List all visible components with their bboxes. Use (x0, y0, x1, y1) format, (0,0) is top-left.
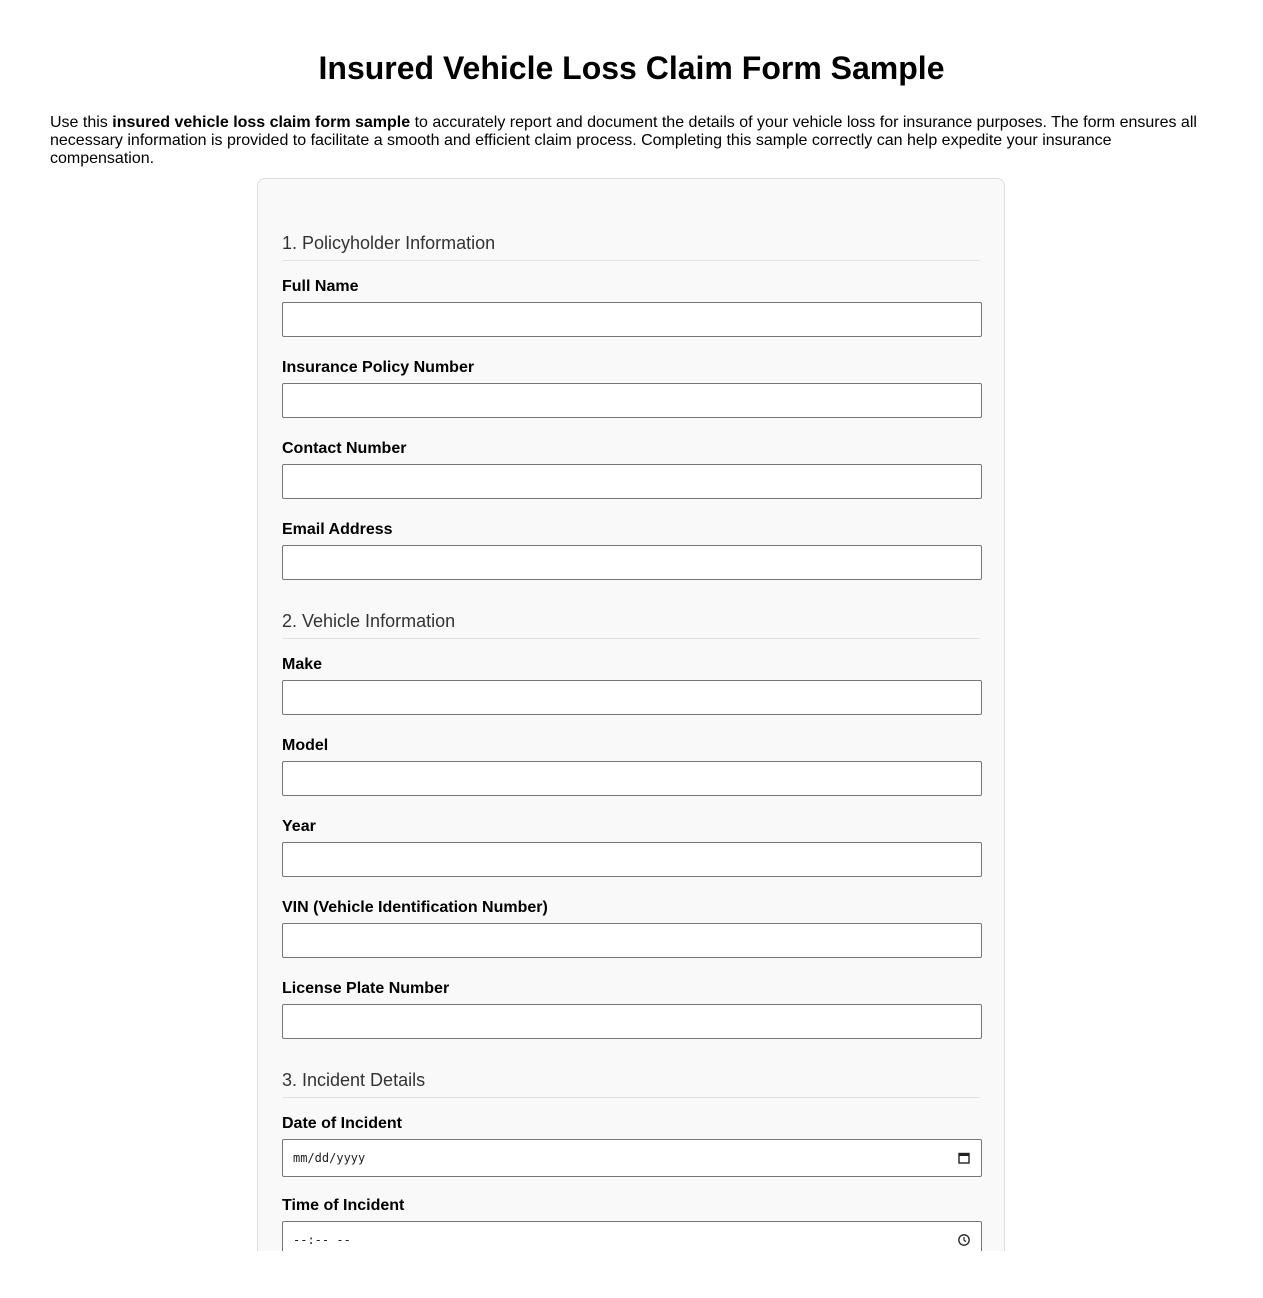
calendar-icon[interactable] (957, 1151, 971, 1165)
field-label: Make (282, 656, 323, 673)
viewport-clip (0, 1251, 1263, 1298)
field-label: VIN (Vehicle Identification Number) (282, 899, 548, 916)
field-label: Contact Number (282, 440, 407, 457)
field-label: Insurance Policy Number (282, 359, 475, 376)
field-email (282, 521, 980, 580)
email-input[interactable] (282, 545, 982, 580)
intro-suffix: to accurately report and document the details of your vehicle loss for insurance purposes. The form ensures all necessary information is provided to facilitate a smooth and efficient claim process. Completing this sample correctly can help expedite your insurance compensation. (50, 114, 1197, 167)
date-placeholder: mm/dd/yyyy (293, 1151, 366, 1165)
section-vehicle (282, 610, 980, 1039)
section-title: 3. Incident Details (282, 1069, 980, 1098)
field-label: Year (282, 818, 316, 835)
field-label: Time of Incident (282, 1197, 405, 1214)
section-title: 2. Vehicle Information (282, 610, 980, 639)
field-policy-number (282, 359, 980, 418)
contact-number-input[interactable] (282, 464, 982, 499)
time-placeholder: --:-- -- (293, 1233, 351, 1247)
field-make (282, 656, 980, 715)
model-input[interactable] (282, 761, 982, 796)
field-label: Full Name (282, 278, 359, 295)
field-date-of-incident (282, 1115, 980, 1177)
field-model (282, 737, 980, 796)
section-title: 1. Policyholder Information (282, 232, 980, 261)
field-label: Email Address (282, 521, 393, 538)
clock-icon[interactable] (957, 1233, 971, 1247)
full-name-input[interactable] (282, 302, 982, 337)
policy-number-input[interactable] (282, 383, 982, 418)
field-contact-number (282, 440, 980, 499)
year-input[interactable] (282, 842, 982, 877)
license-plate-input[interactable] (282, 1004, 982, 1039)
field-full-name (282, 278, 980, 337)
field-year (282, 818, 980, 877)
vin-input[interactable] (282, 923, 982, 958)
field-license-plate (282, 980, 980, 1039)
intro-prefix: Use this (50, 114, 113, 131)
field-label: Model (282, 737, 329, 754)
intro-paragraph (50, 114, 1210, 168)
field-vin (282, 899, 980, 958)
field-time-of-incident (282, 1197, 980, 1259)
make-input[interactable] (282, 680, 982, 715)
section-policyholder (282, 232, 980, 580)
claim-form (257, 178, 1005, 1298)
intro-bold: insured vehicle loss claim form sample (112, 114, 411, 131)
field-label: License Plate Number (282, 980, 450, 997)
field-label: Date of Incident (282, 1115, 403, 1132)
page (0, 0, 1263, 168)
page-title: Insured Vehicle Loss Claim Form Sample (318, 50, 945, 86)
date-input[interactable] (282, 1139, 982, 1177)
